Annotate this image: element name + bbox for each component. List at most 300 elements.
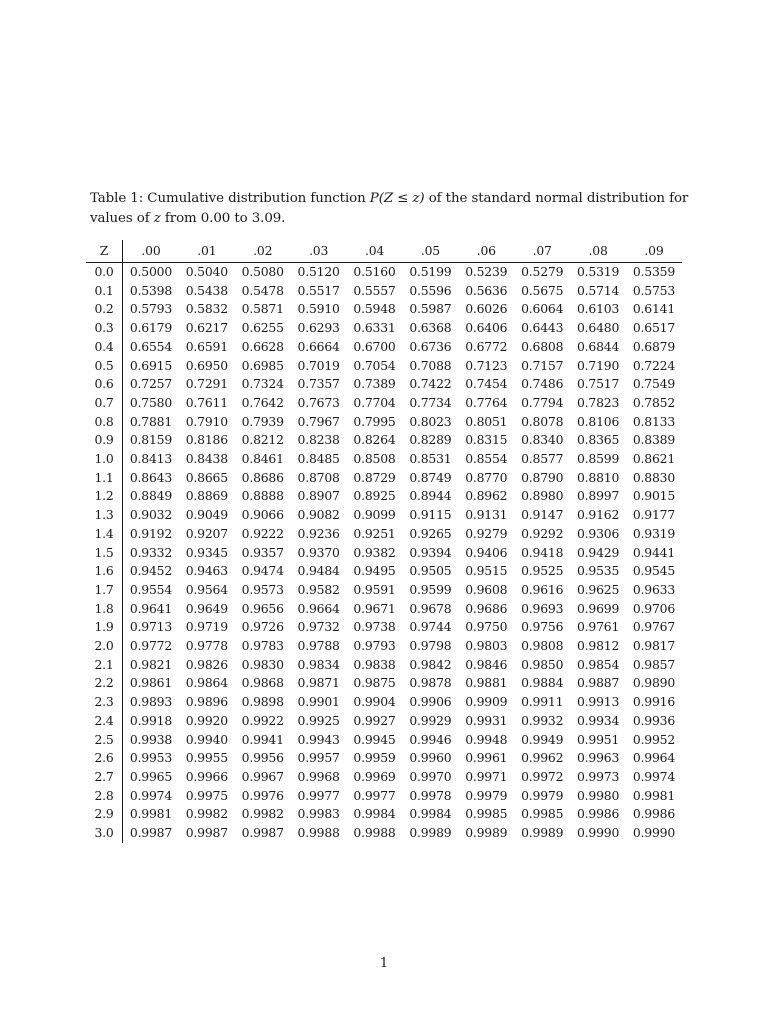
probability-cell: 0.5359 xyxy=(632,264,676,279)
probability-cell: 0.8849 xyxy=(129,488,173,504)
probability-cell: 0.5398 xyxy=(129,282,173,298)
table-row xyxy=(86,768,682,787)
probability-cell: 0.8554 xyxy=(465,451,508,467)
z-value-cell: 2.0 xyxy=(86,637,123,656)
probability-cell: 0.9983 xyxy=(297,806,340,822)
probability-cell: 0.9987 xyxy=(129,825,173,841)
probability-cell: 0.9963 xyxy=(576,750,620,766)
z-value-cell: 3.0 xyxy=(86,824,123,843)
probability-cell: 0.9131 xyxy=(465,507,508,523)
probability-cell: 0.6950 xyxy=(185,357,228,373)
probability-cell: 0.9989 xyxy=(521,825,564,841)
probability-cell: 0.9370 xyxy=(297,544,340,560)
probability-cell: 0.9564 xyxy=(185,581,228,597)
probability-cell: 0.5557 xyxy=(353,282,396,298)
probability-cell: 0.6480 xyxy=(576,320,620,336)
z-value-cell: 1.4 xyxy=(86,525,123,544)
probability-cell: 0.5832 xyxy=(185,301,228,317)
probability-cell: 0.8186 xyxy=(185,432,228,448)
probability-cell: 0.9616 xyxy=(521,581,564,597)
probability-cell: 0.8023 xyxy=(409,413,452,429)
probability-cell: 0.9608 xyxy=(465,581,508,597)
probability-cell: 0.8315 xyxy=(465,432,508,448)
probability-cell: 0.7088 xyxy=(409,357,452,373)
z-value-cell: 1.2 xyxy=(86,487,123,506)
probability-cell: 0.9932 xyxy=(521,712,564,728)
z-value-cell: 2.1 xyxy=(86,656,123,675)
probability-cell: 0.9925 xyxy=(297,712,340,728)
z-value-cell: 2.2 xyxy=(86,674,123,693)
probability-cell: 0.9821 xyxy=(129,656,173,672)
probability-cell: 0.9706 xyxy=(632,600,676,616)
probability-cell: 0.5239 xyxy=(465,264,508,279)
probability-cell: 0.9977 xyxy=(353,787,396,803)
probability-cell: 0.9115 xyxy=(409,507,452,523)
probability-cell: 0.9940 xyxy=(185,731,228,747)
probability-cell: 0.7611 xyxy=(185,394,228,410)
probability-cell: 0.8508 xyxy=(353,451,396,467)
probability-cell: 0.9986 xyxy=(576,806,620,822)
z-value-cell: 0.2 xyxy=(86,300,123,319)
probability-cell: 0.9732 xyxy=(297,619,340,635)
probability-cell: 0.9936 xyxy=(632,712,676,728)
probability-cell: 0.9887 xyxy=(576,675,620,691)
probability-cell: 0.5714 xyxy=(576,282,620,298)
probability-cell: 0.5675 xyxy=(521,282,564,298)
probability-cell: 0.7054 xyxy=(353,357,396,373)
probability-cell: 0.9864 xyxy=(185,675,228,691)
table-row xyxy=(86,525,682,544)
probability-cell: 0.9911 xyxy=(521,694,564,710)
probability-cell: 0.9082 xyxy=(297,507,340,523)
probability-cell: 0.9989 xyxy=(409,825,452,841)
probability-cell: 0.9909 xyxy=(465,694,508,710)
probability-cell: 0.9965 xyxy=(129,768,173,784)
probability-cell: 0.9979 xyxy=(521,787,564,803)
probability-cell: 0.9207 xyxy=(185,525,228,541)
probability-cell: 0.9972 xyxy=(521,768,564,784)
column-header: .08 xyxy=(570,240,626,263)
probability-cell: 0.9357 xyxy=(241,544,284,560)
probability-cell: 0.9962 xyxy=(521,750,564,766)
probability-cell: 0.9868 xyxy=(241,675,284,691)
probability-cell: 0.9686 xyxy=(465,600,508,616)
probability-cell: 0.5478 xyxy=(241,282,284,298)
table-row xyxy=(86,600,682,619)
probability-cell: 0.9951 xyxy=(576,731,620,747)
probability-cell: 0.6879 xyxy=(632,338,676,354)
probability-cell: 0.9934 xyxy=(576,712,620,728)
probability-cell: 0.8830 xyxy=(632,469,676,485)
probability-cell: 0.9573 xyxy=(241,581,284,597)
probability-cell: 0.7190 xyxy=(576,357,620,373)
probability-cell: 0.8643 xyxy=(129,469,173,485)
page-number: 1 xyxy=(379,956,389,971)
probability-cell: 0.7881 xyxy=(129,413,173,429)
probability-cell: 0.9952 xyxy=(632,731,676,747)
probability-cell: 0.8962 xyxy=(465,488,508,504)
probability-cell: 0.9982 xyxy=(185,806,228,822)
column-header: .00 xyxy=(123,240,179,263)
probability-cell: 0.8531 xyxy=(409,451,452,467)
probability-cell: 0.7257 xyxy=(129,376,173,392)
probability-cell: 0.5753 xyxy=(632,282,676,298)
caption-variable: z xyxy=(153,211,161,226)
probability-cell: 0.9916 xyxy=(632,694,676,710)
probability-cell: 0.9945 xyxy=(353,731,396,747)
probability-cell: 0.8729 xyxy=(353,469,396,485)
probability-cell: 0.9817 xyxy=(632,638,676,654)
probability-cell: 0.9664 xyxy=(297,600,340,616)
probability-cell: 0.9515 xyxy=(465,563,508,579)
probability-cell: 0.7357 xyxy=(297,376,340,392)
probability-cell: 0.8078 xyxy=(521,413,564,429)
probability-cell: 0.8621 xyxy=(632,451,676,467)
probability-cell: 0.9982 xyxy=(241,806,284,822)
table-row xyxy=(86,618,682,637)
probability-cell: 0.5636 xyxy=(465,282,508,298)
probability-cell: 0.9906 xyxy=(409,694,452,710)
table-row xyxy=(86,450,682,469)
probability-cell: 0.9981 xyxy=(129,806,173,822)
probability-cell: 0.9985 xyxy=(521,806,564,822)
probability-cell: 0.9830 xyxy=(241,656,284,672)
probability-cell: 0.7794 xyxy=(521,394,564,410)
probability-cell: 0.8686 xyxy=(241,469,284,485)
probability-cell: 0.6406 xyxy=(465,320,508,336)
probability-cell: 0.8944 xyxy=(409,488,452,504)
probability-cell: 0.9955 xyxy=(185,750,228,766)
probability-cell: 0.8708 xyxy=(297,469,340,485)
probability-cell: 0.9699 xyxy=(576,600,620,616)
probability-cell: 0.9279 xyxy=(465,525,508,541)
probability-cell: 0.9066 xyxy=(241,507,284,523)
probability-cell: 0.8389 xyxy=(632,432,676,448)
probability-cell: 0.7673 xyxy=(297,394,340,410)
probability-cell: 0.9306 xyxy=(576,525,620,541)
cdf-table xyxy=(86,240,682,843)
table-row xyxy=(86,562,682,581)
probability-cell: 0.9535 xyxy=(576,563,620,579)
probability-cell: 0.9693 xyxy=(521,600,564,616)
probability-cell: 0.9719 xyxy=(185,619,228,635)
probability-cell: 0.9957 xyxy=(297,750,340,766)
probability-cell: 0.5517 xyxy=(297,282,340,298)
probability-cell: 0.9989 xyxy=(465,825,508,841)
probability-cell: 0.5319 xyxy=(576,264,620,279)
probability-cell: 0.6179 xyxy=(129,320,173,336)
probability-cell: 0.8770 xyxy=(465,469,508,485)
probability-cell: 0.9726 xyxy=(241,619,284,635)
probability-cell: 0.8665 xyxy=(185,469,228,485)
probability-cell: 0.9871 xyxy=(297,675,340,691)
probability-cell: 0.7291 xyxy=(185,376,228,392)
table-row xyxy=(86,300,682,319)
probability-cell: 0.5596 xyxy=(409,282,452,298)
probability-cell: 0.7642 xyxy=(241,394,284,410)
table-row xyxy=(86,394,682,413)
probability-cell: 0.8238 xyxy=(297,432,340,448)
probability-cell: 0.9015 xyxy=(632,488,676,504)
z-value-cell: 2.3 xyxy=(86,693,123,712)
probability-cell: 0.6517 xyxy=(632,320,676,336)
probability-cell: 0.5987 xyxy=(409,301,452,317)
probability-cell: 0.6141 xyxy=(632,301,676,317)
probability-cell: 0.8577 xyxy=(521,451,564,467)
probability-cell: 0.9798 xyxy=(409,638,452,654)
table-row xyxy=(86,731,682,750)
z-value-cell: 1.8 xyxy=(86,600,123,619)
probability-cell: 0.9956 xyxy=(241,750,284,766)
probability-cell: 0.9987 xyxy=(185,825,228,841)
column-header: .06 xyxy=(458,240,514,263)
caption-middle: of the standard normal distribution for values of xyxy=(90,191,689,226)
probability-cell: 0.5438 xyxy=(185,282,228,298)
z-value-cell: 1.1 xyxy=(86,469,123,488)
probability-cell: 0.7967 xyxy=(297,413,340,429)
probability-cell: 0.9591 xyxy=(353,581,396,597)
z-value-cell: 1.5 xyxy=(86,544,123,563)
probability-cell: 0.7454 xyxy=(465,376,508,392)
probability-cell: 0.9394 xyxy=(409,544,452,560)
probability-cell: 0.9969 xyxy=(353,768,396,784)
table-row xyxy=(86,487,682,506)
probability-cell: 0.9625 xyxy=(576,581,620,597)
z-value-cell: 0.9 xyxy=(86,431,123,450)
probability-cell: 0.9633 xyxy=(632,581,676,597)
probability-cell: 0.8264 xyxy=(353,432,396,448)
probability-cell: 0.7823 xyxy=(576,394,620,410)
column-header: .07 xyxy=(514,240,570,263)
probability-cell: 0.9332 xyxy=(129,544,173,560)
z-value-cell: 0.1 xyxy=(86,282,123,301)
probability-cell: 0.7422 xyxy=(409,376,452,392)
probability-cell: 0.8365 xyxy=(576,432,620,448)
table-row xyxy=(86,431,682,450)
probability-cell: 0.9960 xyxy=(409,750,452,766)
probability-cell: 0.9463 xyxy=(185,563,228,579)
probability-cell: 0.9222 xyxy=(241,525,284,541)
probability-cell: 0.9788 xyxy=(297,638,340,654)
probability-cell: 0.7486 xyxy=(521,376,564,392)
probability-cell: 0.9382 xyxy=(353,544,396,560)
probability-cell: 0.5160 xyxy=(353,264,396,279)
probability-cell: 0.9418 xyxy=(521,544,564,560)
table-row xyxy=(86,357,682,376)
probability-cell: 0.9959 xyxy=(353,750,396,766)
probability-cell: 0.7019 xyxy=(297,357,340,373)
probability-cell: 0.9772 xyxy=(129,638,173,654)
probability-cell: 0.9861 xyxy=(129,675,173,691)
probability-cell: 0.9896 xyxy=(185,694,228,710)
probability-cell: 0.7995 xyxy=(353,413,396,429)
table-row xyxy=(86,506,682,525)
probability-cell: 0.9981 xyxy=(632,787,676,803)
probability-cell: 0.9980 xyxy=(576,787,620,803)
probability-cell: 0.9943 xyxy=(297,731,340,747)
probability-cell: 0.9713 xyxy=(129,619,173,635)
z-value-cell: 1.9 xyxy=(86,618,123,637)
probability-cell: 0.9678 xyxy=(409,600,452,616)
table-row xyxy=(86,749,682,768)
probability-cell: 0.9649 xyxy=(185,600,228,616)
probability-cell: 0.9949 xyxy=(521,731,564,747)
probability-cell: 0.5000 xyxy=(129,264,173,279)
probability-cell: 0.6915 xyxy=(129,357,173,373)
probability-cell: 0.5199 xyxy=(409,264,452,279)
probability-cell: 0.9913 xyxy=(576,694,620,710)
probability-cell: 0.9961 xyxy=(465,750,508,766)
z-value-cell: 0.8 xyxy=(86,413,123,432)
table-row xyxy=(86,263,682,282)
probability-cell: 0.6628 xyxy=(241,338,284,354)
table-row xyxy=(86,805,682,824)
probability-cell: 0.5871 xyxy=(241,301,284,317)
probability-cell: 0.7157 xyxy=(521,357,564,373)
probability-cell: 0.9854 xyxy=(576,656,620,672)
probability-cell: 0.8212 xyxy=(241,432,284,448)
caption-formula: P(Z ≤ z) xyxy=(369,191,425,206)
probability-cell: 0.9049 xyxy=(185,507,228,523)
table-row xyxy=(86,787,682,806)
probability-cell: 0.6103 xyxy=(576,301,620,317)
probability-cell: 0.9525 xyxy=(521,563,564,579)
probability-cell: 0.9793 xyxy=(353,638,396,654)
z-value-cell: 2.6 xyxy=(86,749,123,768)
probability-cell: 0.6700 xyxy=(353,338,396,354)
probability-cell: 0.9970 xyxy=(409,768,452,784)
probability-cell: 0.5948 xyxy=(353,301,396,317)
probability-cell: 0.6217 xyxy=(185,320,228,336)
column-header: .05 xyxy=(402,240,458,263)
probability-cell: 0.9292 xyxy=(521,525,564,541)
probability-cell: 0.9099 xyxy=(353,507,396,523)
z-value-cell: 2.7 xyxy=(86,768,123,787)
table-row xyxy=(86,375,682,394)
probability-cell: 0.9345 xyxy=(185,544,228,560)
probability-cell: 0.7517 xyxy=(576,376,620,392)
probability-cell: 0.7123 xyxy=(465,357,508,373)
caption-prefix: Table 1: Cumulative distribution function xyxy=(90,191,370,206)
probability-cell: 0.6443 xyxy=(521,320,564,336)
probability-cell: 0.9236 xyxy=(297,525,340,541)
probability-cell: 0.8461 xyxy=(241,451,284,467)
probability-cell: 0.8980 xyxy=(521,488,564,504)
probability-cell: 0.8438 xyxy=(185,451,228,467)
probability-cell: 0.9177 xyxy=(632,507,676,523)
probability-cell: 0.9838 xyxy=(353,656,396,672)
probability-cell: 0.5080 xyxy=(241,264,284,279)
probability-cell: 0.9986 xyxy=(632,806,676,822)
probability-cell: 0.8599 xyxy=(576,451,620,467)
probability-cell: 0.6554 xyxy=(129,338,173,354)
probability-cell: 0.6808 xyxy=(521,338,564,354)
probability-cell: 0.9783 xyxy=(241,638,284,654)
table-row xyxy=(86,581,682,600)
probability-cell: 0.9984 xyxy=(409,806,452,822)
probability-cell: 0.9656 xyxy=(241,600,284,616)
probability-cell: 0.9761 xyxy=(576,619,620,635)
probability-cell: 0.5793 xyxy=(129,301,173,317)
table-row xyxy=(86,469,682,488)
probability-cell: 0.9901 xyxy=(297,694,340,710)
probability-cell: 0.9599 xyxy=(409,581,452,597)
probability-cell: 0.9898 xyxy=(241,694,284,710)
probability-cell: 0.9990 xyxy=(576,825,620,841)
probability-cell: 0.9505 xyxy=(409,563,452,579)
probability-cell: 0.9750 xyxy=(465,619,508,635)
probability-cell: 0.8925 xyxy=(353,488,396,504)
probability-cell: 0.8485 xyxy=(297,451,340,467)
probability-cell: 0.5279 xyxy=(521,264,564,279)
probability-cell: 0.9192 xyxy=(129,525,173,541)
z-value-cell: 2.8 xyxy=(86,787,123,806)
probability-cell: 0.9495 xyxy=(353,563,396,579)
probability-cell: 0.9976 xyxy=(241,787,284,803)
table-row xyxy=(86,544,682,563)
probability-cell: 0.8907 xyxy=(297,488,340,504)
table-row xyxy=(86,338,682,357)
probability-cell: 0.9545 xyxy=(632,563,676,579)
probability-cell: 0.6985 xyxy=(241,357,284,373)
probability-cell: 0.5910 xyxy=(297,301,340,317)
probability-cell: 0.9429 xyxy=(576,544,620,560)
probability-cell: 0.6026 xyxy=(465,301,508,317)
probability-cell: 0.9984 xyxy=(353,806,396,822)
z-value-cell: 0.3 xyxy=(86,319,123,338)
probability-cell: 0.9474 xyxy=(241,563,284,579)
probability-cell: 0.9744 xyxy=(409,619,452,635)
z-value-cell: 0.5 xyxy=(86,357,123,376)
probability-cell: 0.9974 xyxy=(632,768,676,784)
table-row xyxy=(86,413,682,432)
probability-cell: 0.7580 xyxy=(129,394,173,410)
probability-cell: 0.8790 xyxy=(521,469,564,485)
probability-cell: 0.9803 xyxy=(465,638,508,654)
probability-cell: 0.9974 xyxy=(129,787,173,803)
z-value-cell: 0.0 xyxy=(86,263,123,282)
probability-cell: 0.8888 xyxy=(241,488,284,504)
probability-cell: 0.9985 xyxy=(465,806,508,822)
z-value-cell: 2.9 xyxy=(86,805,123,824)
probability-cell: 0.7389 xyxy=(353,376,396,392)
probability-cell: 0.6255 xyxy=(241,320,284,336)
probability-cell: 0.8159 xyxy=(129,432,173,448)
column-header: .02 xyxy=(235,240,291,263)
z-value-cell: 0.4 xyxy=(86,338,123,357)
probability-cell: 0.9767 xyxy=(632,619,676,635)
probability-cell: 0.9162 xyxy=(576,507,620,523)
probability-cell: 0.8133 xyxy=(632,413,676,429)
probability-cell: 0.9977 xyxy=(297,787,340,803)
probability-cell: 0.9990 xyxy=(632,825,676,841)
probability-cell: 0.9441 xyxy=(632,544,676,560)
normal-distribution-table xyxy=(86,240,682,843)
column-header: .01 xyxy=(179,240,235,263)
z-value-cell: 2.4 xyxy=(86,712,123,731)
probability-cell: 0.9582 xyxy=(297,581,340,597)
probability-cell: 0.9857 xyxy=(632,656,676,672)
probability-cell: 0.7852 xyxy=(632,394,676,410)
probability-cell: 0.6736 xyxy=(409,338,452,354)
probability-cell: 0.8106 xyxy=(576,413,620,429)
probability-cell: 0.9778 xyxy=(185,638,228,654)
probability-cell: 0.9973 xyxy=(576,768,620,784)
table-header xyxy=(86,240,682,263)
probability-cell: 0.9975 xyxy=(185,787,228,803)
probability-cell: 0.9671 xyxy=(353,600,396,616)
probability-cell: 0.9881 xyxy=(465,675,508,691)
